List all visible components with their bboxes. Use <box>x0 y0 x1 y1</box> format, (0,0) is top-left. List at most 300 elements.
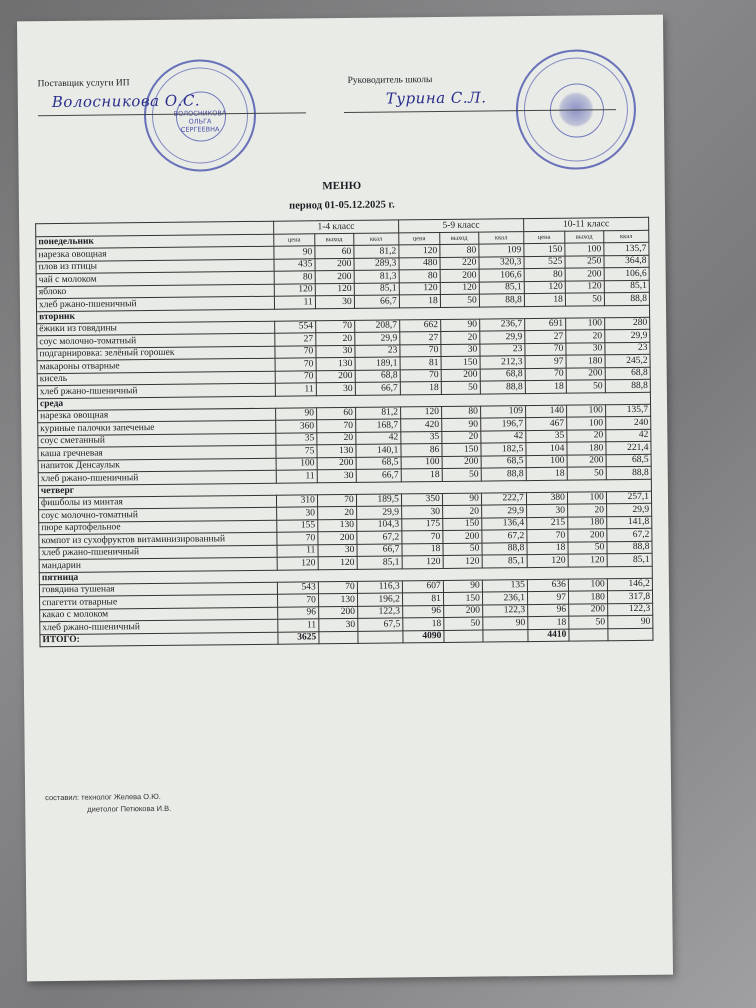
dish-value: 96 <box>277 606 318 619</box>
dish-value: 180 <box>568 591 607 604</box>
dish-value: 11 <box>276 470 317 483</box>
total-blank <box>483 629 528 642</box>
dish-value: 27 <box>400 331 441 344</box>
dish-name: компот из сухофруктов витаминизированный <box>39 532 277 547</box>
dish-value: 200 <box>317 457 356 470</box>
director-label: Руководитель школы <box>347 75 433 86</box>
dish-name: подгарнировка: зелёный горошек <box>37 346 275 361</box>
dish-value: 120 <box>440 282 479 295</box>
dish-value: 180 <box>568 516 607 529</box>
dish-value: 182,5 <box>481 443 526 456</box>
dish-value: 135,7 <box>605 404 650 417</box>
dish-value: 543 <box>277 581 318 594</box>
dish-name: фишболы из минтая <box>38 495 276 510</box>
dish-value: 18 <box>527 542 568 555</box>
dish-value: 66,7 <box>355 382 400 395</box>
dish-value: 18 <box>526 467 567 480</box>
dish-value: 200 <box>440 269 479 282</box>
dish-value: 200 <box>315 270 354 283</box>
dish-value: 220 <box>440 257 479 270</box>
dish-value: 97 <box>525 355 566 368</box>
dish-value: 35 <box>401 431 442 444</box>
dish-value: 85,1 <box>482 555 527 568</box>
dish-value: 100 <box>565 243 604 256</box>
dish-value: 20 <box>566 330 605 343</box>
dish-value: 120 <box>402 555 443 568</box>
dish-value: 662 <box>399 319 440 332</box>
dish-value: 70 <box>275 370 316 383</box>
dish-value: 100 <box>567 491 606 504</box>
total-value: 4090 <box>403 630 444 643</box>
dish-value: 88,8 <box>480 381 525 394</box>
dish-value: 120 <box>318 556 357 569</box>
dish-value: 554 <box>274 320 315 333</box>
dish-value: 691 <box>525 318 566 331</box>
dish-value: 80 <box>440 244 479 257</box>
dish-value: 18 <box>400 381 441 394</box>
dish-value: 200 <box>315 258 354 271</box>
dish-value: 120 <box>527 554 568 567</box>
day-name: понедельник <box>36 234 274 248</box>
dish-value: 222,7 <box>481 492 526 505</box>
dish-value: 245,2 <box>605 354 650 367</box>
director-signature: Турина С.Л. <box>385 88 487 108</box>
dish-name: нарезка овощная <box>36 246 274 261</box>
dish-value: 240 <box>605 416 650 429</box>
dish-name: хлеб ржано-пшеничный <box>40 619 278 634</box>
dish-value: 42 <box>606 429 651 442</box>
dish-value: 70 <box>317 494 356 507</box>
dish-value: 70 <box>277 532 318 545</box>
dish-value: 90 <box>443 580 482 593</box>
dish-value: 200 <box>568 529 607 542</box>
dish-value: 122,3 <box>482 604 527 617</box>
dish-value: 88,8 <box>606 466 651 479</box>
dish-value: 35 <box>276 432 317 445</box>
dish-value: 130 <box>317 444 356 457</box>
column-header: ккал <box>353 233 398 245</box>
dish-value: 607 <box>402 580 443 593</box>
total-label: ИТОГО: <box>40 632 278 647</box>
dish-value: 23 <box>480 343 525 356</box>
menu-document <box>17 15 673 982</box>
dish-value: 67,2 <box>607 528 652 541</box>
class-group-1: 1-4 класс <box>273 220 398 234</box>
dish-value: 196,7 <box>480 418 525 431</box>
dish-value: 81 <box>402 592 443 605</box>
dish-value: 100 <box>526 455 567 468</box>
total-blank <box>319 631 358 644</box>
dish-value: 70 <box>525 368 566 381</box>
dish-value: 18 <box>402 543 443 556</box>
dish-value: 85,1 <box>357 556 402 569</box>
dish-value: 350 <box>401 493 442 506</box>
total-value: 3625 <box>278 631 319 644</box>
dish-value: 70 <box>400 344 441 357</box>
dish-value: 200 <box>568 603 607 616</box>
page-title: МЕНЮ <box>322 179 362 193</box>
dish-value: 364,8 <box>604 255 649 268</box>
dish-value: 20 <box>317 432 356 445</box>
dish-value: 97 <box>527 591 568 604</box>
dish-value: 81,2 <box>355 406 400 419</box>
dish-value: 90 <box>275 407 316 420</box>
dish-value: 68,8 <box>480 368 525 381</box>
dish-value: 70 <box>315 320 354 333</box>
dish-value: 104 <box>526 442 567 455</box>
dish-value: 200 <box>442 456 481 469</box>
dish-value: 29,9 <box>606 503 651 516</box>
dish-value: 29,9 <box>605 329 650 342</box>
dish-value: 200 <box>318 531 357 544</box>
class-group-3: 10-11 класс <box>523 217 648 231</box>
dish-value: 29,9 <box>480 331 525 344</box>
supplier-label: Поставщик услуги ИП <box>37 78 130 90</box>
dish-value: 96 <box>402 605 443 618</box>
dish-value: 122,3 <box>357 605 402 618</box>
dish-value: 200 <box>443 530 482 543</box>
dish-value: 81 <box>400 356 441 369</box>
total-blank <box>569 628 608 641</box>
dish-name: плов из птицы <box>36 259 274 274</box>
dish-value: 30 <box>566 342 605 355</box>
dish-value: 30 <box>316 345 355 358</box>
dish-value: 200 <box>318 606 357 619</box>
dish-value: 81,2 <box>354 245 399 258</box>
column-header: ккал <box>479 232 524 244</box>
dish-value: 189,1 <box>355 357 400 370</box>
total-blank <box>444 630 483 643</box>
dish-value: 23 <box>355 344 400 357</box>
dish-value: 68,8 <box>355 369 400 382</box>
dish-value: 20 <box>567 504 606 517</box>
dish-value: 130 <box>318 593 357 606</box>
dish-value: 81,3 <box>354 270 399 283</box>
dish-value: 155 <box>277 519 318 532</box>
dish-value: 130 <box>316 357 355 370</box>
dish-value: 50 <box>566 380 605 393</box>
dish-value: 189,5 <box>356 493 401 506</box>
class-group-2: 5-9 класс <box>398 219 523 233</box>
dish-value: 27 <box>275 333 316 346</box>
dish-name: ёжики из говядины <box>37 321 275 336</box>
dish-value: 106,6 <box>479 269 524 282</box>
dish-value: 30 <box>317 469 356 482</box>
dish-value: 50 <box>567 467 606 480</box>
dish-value: 50 <box>443 543 482 556</box>
dish-value: 435 <box>274 258 315 271</box>
dish-value: 42 <box>356 431 401 444</box>
dish-value: 109 <box>480 405 525 418</box>
dish-value: 70 <box>275 345 316 358</box>
dish-value: 30 <box>319 618 358 631</box>
dish-value: 66,7 <box>354 295 399 308</box>
dish-value: 120 <box>274 283 315 296</box>
dish-value: 109 <box>479 244 524 257</box>
dish-value: 67,2 <box>482 530 527 543</box>
dish-value: 60 <box>316 407 355 420</box>
dish-name: соус молочно-томатный <box>37 333 275 348</box>
dish-value: 29,9 <box>355 332 400 345</box>
dish-value: 320,3 <box>479 256 524 269</box>
day-name: четверг <box>38 479 651 497</box>
dish-value: 120 <box>277 557 318 570</box>
dish-value: 120 <box>524 281 565 294</box>
dish-value: 196,2 <box>357 593 402 606</box>
dish-value: 200 <box>566 367 605 380</box>
dish-name: каша гречневая <box>38 445 276 460</box>
dish-value: 236,7 <box>479 318 524 331</box>
footer-dietitian: диетолог Петюкова И.В. <box>87 803 172 814</box>
day-name: вторник <box>37 305 650 323</box>
dish-value: 70 <box>277 594 318 607</box>
dish-value: 120 <box>400 406 441 419</box>
dish-value: 68,8 <box>605 367 650 380</box>
dish-name: куриные палочки запеченые <box>38 420 276 435</box>
dish-value: 236,1 <box>482 592 527 605</box>
dish-value: 90 <box>274 246 315 259</box>
dish-value: 467 <box>526 417 567 430</box>
column-header: цена <box>399 232 440 244</box>
dish-name: соус молочно-томатный <box>39 507 277 522</box>
dish-value: 90 <box>440 319 479 332</box>
column-header: выход <box>440 232 479 244</box>
dish-value: 18 <box>528 616 569 629</box>
dish-value: 420 <box>401 418 442 431</box>
dish-value: 85,1 <box>604 280 649 293</box>
dish-value: 20 <box>567 429 606 442</box>
dish-value: 66,7 <box>356 469 401 482</box>
dish-value: 120 <box>568 554 607 567</box>
dish-value: 636 <box>527 579 568 592</box>
dish-value: 67,2 <box>357 531 402 544</box>
dish-value: 60 <box>315 245 354 258</box>
dish-name: макароны отварные <box>37 358 275 373</box>
dish-value: 100 <box>568 578 607 591</box>
dish-value: 212,3 <box>480 356 525 369</box>
dish-value: 90 <box>608 615 653 628</box>
dish-value: 208,7 <box>354 319 399 332</box>
dish-value: 85,1 <box>354 282 399 295</box>
dish-value: 317,8 <box>607 590 652 603</box>
dish-value: 70 <box>275 358 316 371</box>
dish-name: спагетти отварные <box>40 594 278 609</box>
dish-value: 141,8 <box>607 516 652 529</box>
dish-value: 168,7 <box>355 419 400 432</box>
dish-value: 42 <box>481 430 526 443</box>
dish-value: 86 <box>401 443 442 456</box>
dish-value: 30 <box>276 507 317 520</box>
day-name: среда <box>37 392 650 410</box>
dish-value: 20 <box>441 331 480 344</box>
dish-value: 175 <box>402 518 443 531</box>
dish-value: 100 <box>567 417 606 430</box>
dish-value: 120 <box>443 555 482 568</box>
dish-value: 130 <box>318 519 357 532</box>
dish-value: 11 <box>275 383 316 396</box>
supplier-stamp: ВОЛОСНИКОВА ОЛЬГА СЕРГЕЕВНА <box>143 59 256 172</box>
dish-value: 80 <box>274 271 315 284</box>
menu-table <box>35 217 653 647</box>
dish-value: 30 <box>401 505 442 518</box>
dish-value: 88,8 <box>481 468 526 481</box>
dish-name: соус сметанный <box>38 433 276 448</box>
dish-value: 68,5 <box>606 454 651 467</box>
dish-value: 67,5 <box>358 618 403 631</box>
dish-value: 11 <box>277 544 318 557</box>
dish-value: 85,1 <box>479 281 524 294</box>
dish-value: 18 <box>403 617 444 630</box>
dish-value: 200 <box>565 268 604 281</box>
dish-name: нарезка овощная <box>38 408 276 423</box>
dish-value: 135,7 <box>604 242 649 255</box>
dish-value: 88,8 <box>605 379 650 392</box>
dish-name: яблоко <box>36 284 274 299</box>
dish-value: 20 <box>317 506 356 519</box>
dish-value: 100 <box>401 456 442 469</box>
dish-value: 68,5 <box>356 456 401 469</box>
dish-value: 221,4 <box>606 441 651 454</box>
dish-value: 120 <box>399 282 440 295</box>
column-header: цена <box>524 231 565 243</box>
dish-value: 80 <box>524 268 565 281</box>
dish-value: 30 <box>316 382 355 395</box>
dish-name: пюре картофельное <box>39 520 277 535</box>
dish-value: 88,8 <box>607 541 652 554</box>
dish-value: 106,6 <box>604 267 649 280</box>
dish-value: 525 <box>524 256 565 269</box>
dish-value: 18 <box>525 380 566 393</box>
dish-value: 200 <box>316 370 355 383</box>
dish-value: 70 <box>316 419 355 432</box>
dish-value: 27 <box>525 330 566 343</box>
dish-value: 23 <box>605 342 650 355</box>
dish-name: кисель <box>37 371 275 386</box>
dish-value: 30 <box>526 504 567 517</box>
dish-value: 200 <box>441 369 480 382</box>
dish-value: 280 <box>604 317 649 330</box>
dish-value: 70 <box>525 343 566 356</box>
dish-value: 68,5 <box>481 455 526 468</box>
dish-value: 50 <box>565 293 604 306</box>
dish-value: 66,7 <box>357 543 402 556</box>
dish-value: 146,2 <box>607 578 652 591</box>
dish-value: 70 <box>318 581 357 594</box>
column-header: ккал <box>604 230 649 242</box>
dish-value: 30 <box>315 295 354 308</box>
dish-name: хлеб ржано-пшеничный <box>37 383 275 398</box>
dish-value: 20 <box>316 332 355 345</box>
dish-value: 360 <box>275 420 316 433</box>
dish-name: напиток Денсаулык <box>38 458 276 473</box>
dish-value: 90 <box>483 617 528 630</box>
dish-value: 20 <box>442 431 481 444</box>
dish-value: 50 <box>444 617 483 630</box>
dish-value: 120 <box>565 280 604 293</box>
dish-value: 18 <box>524 293 565 306</box>
dish-value: 120 <box>399 244 440 257</box>
day-name: пятница <box>39 566 652 584</box>
dish-value: 100 <box>276 457 317 470</box>
column-header: цена <box>274 234 315 246</box>
dish-value: 150 <box>443 592 482 605</box>
dish-value: 150 <box>442 443 481 456</box>
dish-name: хлеб ржано-пшеничный <box>36 296 274 311</box>
period: период 01-05.12.2025 г. <box>289 199 395 212</box>
dish-value: 11 <box>278 619 319 632</box>
dish-value: 289,3 <box>354 257 399 270</box>
dish-name: мандарин <box>39 557 277 572</box>
dish-value: 29,9 <box>481 505 526 518</box>
dish-value: 180 <box>567 442 606 455</box>
column-header: выход <box>315 233 354 245</box>
dish-value: 140 <box>525 405 566 418</box>
dish-name: хлеб ржано-пшеничный <box>38 470 276 485</box>
column-header: выход <box>565 231 604 243</box>
dish-value: 18 <box>401 468 442 481</box>
dish-value: 29,9 <box>356 506 401 519</box>
dish-value: 200 <box>443 605 482 618</box>
dish-value: 180 <box>566 355 605 368</box>
dish-value: 90 <box>442 493 481 506</box>
dish-value: 85,1 <box>607 553 652 566</box>
dish-value: 96 <box>527 604 568 617</box>
dish-value: 30 <box>318 544 357 557</box>
dish-value: 257,1 <box>606 491 651 504</box>
dish-value: 70 <box>402 530 443 543</box>
dish-value: 150 <box>524 243 565 256</box>
dish-value: 80 <box>399 269 440 282</box>
dish-value: 120 <box>315 283 354 296</box>
dish-value: 380 <box>526 492 567 505</box>
total-value: 4410 <box>528 629 569 642</box>
dish-value: 88,8 <box>479 294 524 307</box>
dish-value: 310 <box>276 494 317 507</box>
dish-value: 35 <box>526 430 567 443</box>
dish-value: 122,3 <box>607 603 652 616</box>
dish-value: 80 <box>441 406 480 419</box>
dish-value: 18 <box>399 294 440 307</box>
dish-value: 88,8 <box>482 542 527 555</box>
dish-value: 20 <box>442 505 481 518</box>
dish-value: 150 <box>443 518 482 531</box>
total-blank <box>608 628 653 641</box>
dish-value: 100 <box>565 317 604 330</box>
dish-value: 50 <box>568 541 607 554</box>
dish-value: 135 <box>482 579 527 592</box>
dish-value: 200 <box>567 454 606 467</box>
dish-name: чай с молоком <box>36 271 274 286</box>
dish-value: 50 <box>442 468 481 481</box>
dish-value: 11 <box>274 296 315 309</box>
dish-value: 90 <box>442 418 481 431</box>
dish-value: 30 <box>441 344 480 357</box>
dish-value: 50 <box>441 381 480 394</box>
dish-value: 100 <box>566 404 605 417</box>
supplier-signature: Волосникова О.С. <box>51 91 201 112</box>
dish-value: 50 <box>440 294 479 307</box>
dish-value: 104,3 <box>356 518 401 531</box>
dish-name: хлеб ржано-пшеничный <box>39 545 277 560</box>
dish-value: 70 <box>400 369 441 382</box>
dish-name: говядина тушеная <box>39 582 277 597</box>
dish-value: 75 <box>276 445 317 458</box>
dish-value: 136,4 <box>481 517 526 530</box>
total-blank <box>358 630 403 643</box>
dish-value: 50 <box>569 616 608 629</box>
dish-value: 480 <box>399 257 440 270</box>
dish-value: 88,8 <box>604 292 649 305</box>
